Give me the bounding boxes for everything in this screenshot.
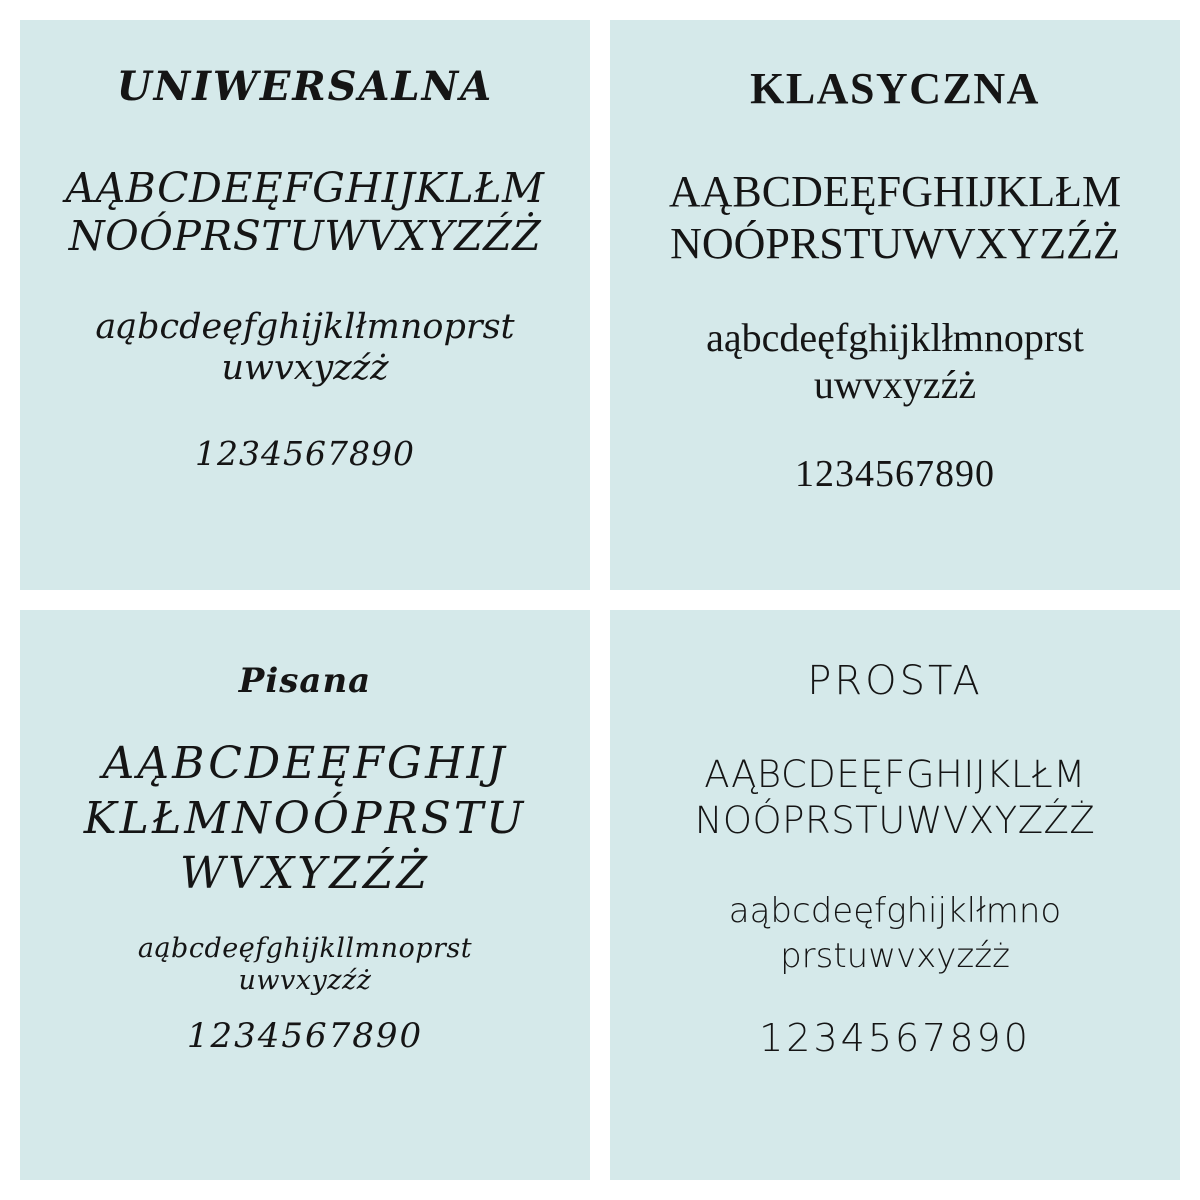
font-title-pisana: Pisana xyxy=(238,661,372,701)
lowercase-line-1: aąbcdeęfghijkllmnoprst xyxy=(137,932,473,964)
font-panel-pisana[interactable] xyxy=(20,610,590,1180)
digits-sample-pisana: 1234567890 xyxy=(186,1016,424,1057)
lowercase-sample-pisana xyxy=(20,933,590,997)
uppercase-line-3: WVXYZŹŻ xyxy=(179,847,431,899)
font-cell-prosta xyxy=(600,600,1200,1200)
lowercase-line-2: prstuwvxyzźż xyxy=(780,936,1010,977)
uppercase-line-1: AĄBCDEĘFGHIJ xyxy=(102,737,508,789)
font-cell-uniwersalna xyxy=(0,0,600,600)
digits-sample-uniwersalna: 1234567890 xyxy=(195,434,415,474)
uppercase-line-1: AĄBCDEĘFGHIJKLŁM xyxy=(704,753,1086,796)
uppercase-line-2: NOÓPRSTUWVXYZŹŻ xyxy=(670,219,1120,269)
uppercase-line-2: NOÓPRSTUWVXYZŹŻ xyxy=(694,799,1096,843)
uppercase-line-2: NOÓPRSTUWVXYZŹŻ xyxy=(68,212,542,261)
lowercase-sample-uniwersalna xyxy=(20,307,590,390)
uppercase-sample-uniwersalna xyxy=(20,164,590,261)
uppercase-sample-prosta xyxy=(610,752,1180,845)
uppercase-sample-pisana xyxy=(20,736,590,901)
uppercase-line-1: AĄBCDEĘFGHIJKLŁM xyxy=(668,167,1122,217)
font-panel-prosta[interactable] xyxy=(610,610,1180,1180)
lowercase-line-2: uwvxyzźż xyxy=(238,964,372,996)
uppercase-sample-klasyczna xyxy=(610,166,1180,270)
digits-sample-prosta: 1234567890 xyxy=(759,1016,1031,1061)
font-panel-uniwersalna[interactable] xyxy=(20,20,590,590)
font-panel-klasyczna[interactable] xyxy=(610,20,1180,590)
lowercase-line-1: aąbcdeęfghijklłmnoprst xyxy=(706,315,1084,360)
font-cell-klasyczna xyxy=(600,0,1200,600)
font-title-prosta: PROSTA xyxy=(807,658,983,704)
digits-sample-klasyczna: 1234567890 xyxy=(795,453,995,496)
lowercase-line-2: uwvxyzźż xyxy=(221,348,389,389)
lowercase-line-1: aąbcdeęfghijklłmno xyxy=(728,890,1062,931)
font-title-klasyczna: KLASYCZNA xyxy=(750,64,1040,113)
uppercase-line-1: AĄBCDEĘFGHIJKLŁM xyxy=(65,164,545,212)
lowercase-line-1: aąbcdeęfghijklłmnoprst xyxy=(95,306,515,347)
uppercase-line-2: KLŁMNOÓPRSTU xyxy=(83,792,527,844)
lowercase-sample-prosta xyxy=(610,889,1180,981)
lowercase-sample-klasyczna xyxy=(610,314,1180,408)
font-title-uniwersalna: UNIWERSALNA xyxy=(116,63,494,110)
lowercase-line-2: uwvxyzźż xyxy=(813,362,977,408)
font-cell-pisana xyxy=(0,600,600,1200)
